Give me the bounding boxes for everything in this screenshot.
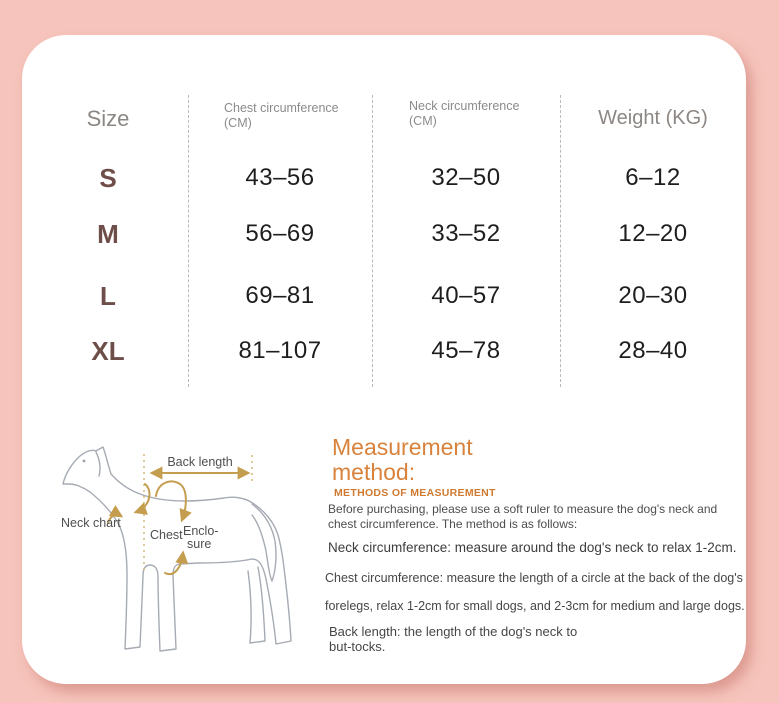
enclosure-label-line1: Enclo-	[183, 524, 219, 538]
neck-value: 32–50	[431, 164, 501, 191]
size-label: XL	[91, 336, 125, 366]
size-column-header: Size	[86, 106, 130, 131]
table-row-m	[22, 216, 746, 252]
chest-header-line2: (CM)	[224, 115, 252, 130]
measurement-title-line1: Measurement	[332, 434, 473, 460]
neck-value: 45–78	[431, 337, 501, 364]
neck-header-line2: (CM)	[409, 113, 437, 128]
measurement-paragraph-chest-line2: forelegs, relax 1-2cm for small dogs, and 2-3cm for medium and large dogs.	[325, 599, 745, 613]
neck-value: 40–57	[431, 282, 501, 309]
dog-far-rear-leg	[248, 567, 265, 643]
measurement-title-line2: method:	[332, 459, 416, 485]
weight-value: 20–30	[618, 282, 688, 309]
size-chart-card	[22, 35, 746, 684]
table-row-xl	[22, 333, 746, 369]
weight-value: 28–40	[618, 337, 688, 364]
dog-measurement-diagram	[30, 427, 322, 685]
measurement-paragraph-intro: Before purchasing, please use a soft ruler to measure the dog's neck and chest circumference. The method is as follows:	[328, 502, 718, 531]
neck-column-header	[409, 99, 519, 128]
neck-value: 33–52	[431, 220, 501, 247]
back-length-label: Back length	[167, 455, 233, 469]
weight-value: 6–12	[625, 164, 681, 191]
measurement-paragraph-neck: Neck circumference: measure around the dog's neck to relax 1-2cm.	[328, 540, 737, 555]
neck-arrow-upper	[136, 484, 150, 512]
neck-header-line1: Neck circumference	[409, 99, 520, 113]
size-label: M	[97, 219, 119, 249]
chest-value: 56–69	[245, 220, 315, 247]
chest-value: 43–56	[245, 164, 315, 191]
weight-column-header: Weight (KG)	[598, 107, 708, 129]
chest-label: Chest	[150, 528, 183, 542]
measurement-subtitle: METHODS OF MEASUREMENT	[334, 487, 496, 499]
chest-value: 69–81	[245, 282, 315, 309]
measurement-paragraph-chest-line1: Chest circumference: measure the length of a circle at the back of the dog's	[325, 571, 743, 585]
dog-outline	[63, 447, 291, 651]
dog-eye	[83, 460, 86, 463]
neck-label: Neck chart	[61, 516, 121, 530]
size-label: S	[99, 163, 117, 193]
size-label: L	[100, 281, 116, 311]
table-row-s	[22, 160, 746, 196]
dog-ear	[96, 452, 100, 476]
chest-value: 81–107	[238, 337, 322, 364]
measurement-title	[332, 435, 612, 485]
enclosure-label-line2: sure	[187, 537, 212, 551]
measurement-paragraph-back-length: Back length: the length of the dog's neck to but-tocks.	[329, 624, 578, 654]
table-row-l	[22, 278, 746, 314]
weight-value: 12–20	[618, 220, 688, 247]
chest-column-header	[224, 101, 339, 130]
chest-header-line1: Chest circumference	[224, 101, 339, 115]
